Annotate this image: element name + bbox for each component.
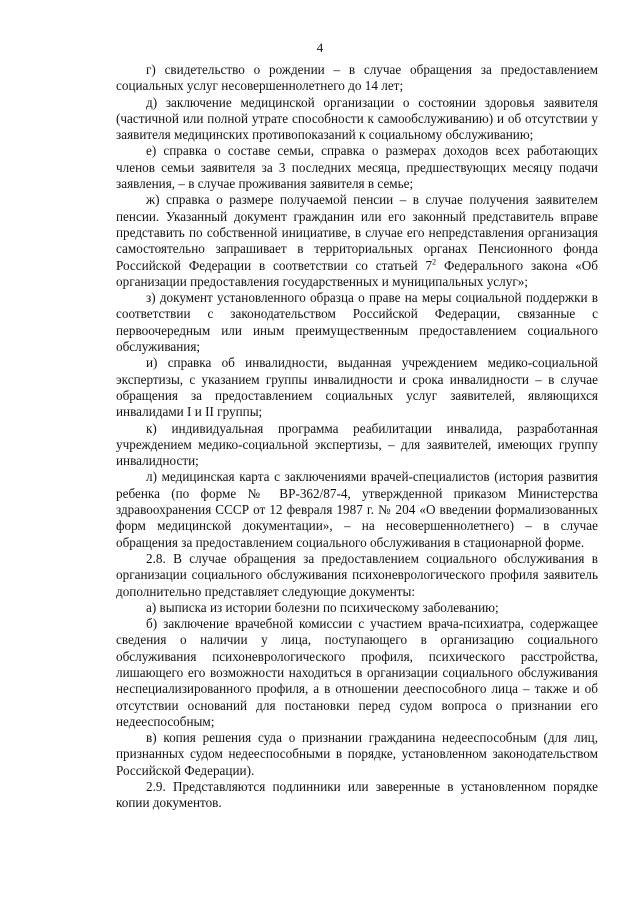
page-number: 4 <box>316 40 324 55</box>
paragraph-zh-text-end: Федерального закона «Об организации предоставления государственных и муниципальных услуг»; <box>116 257 598 289</box>
paragraph-k-rehabilitation-program: к) индивидуальная программа реабилитации инвалида, разработанная учреждением медико-социальной экспертизы, – для заявителей, имеющих группу инвалидности; <box>116 420 598 469</box>
paragraph-b-medical-commission: б) заключение врачебной комиссии с участием врача-психиатра, содержащее сведения о наличии у лица, поступающего в организацию социального обслуживания психоневрологического профиля, психического расстройства, лишающего его возможности находиться в организации социального обслуживания неспециализированного профиля, а в отношении дееспособного лица – также и об отсутствии оснований для постановки перед судом вопроса о признании его недееспособным; <box>116 616 598 729</box>
paragraph-z-social-support-right: з) документ установленного образца о праве на меры социальной поддержки в соответствии с законодательством Российской Федерации, связанные с первоочередным или иным преимущественным предоставлением социального обслуживания; <box>116 290 598 355</box>
paragraph-i-disability-certificate: и) справка об инвалидности, выданная учреждением медико-социальной экспертизы, с указанием группы инвалидности и срока инвалидности – в случае обращения за предоставлением социальных услуг заявителей, являющихся инвалидами I и II группы; <box>116 355 598 420</box>
paragraph-zh-text-start: ж) справка о размере получаемой пенсии – в случае получения заявителем пенсии. Указанный документ гражданин или его законный представитель вправе представить по собственной инициативе, в случае его непредставления организация самостоятельно запрашивает в территориальных органах Пенсионного фонда Российской Федерации в соответствии со статьей 7 <box>116 192 598 273</box>
paragraph-zh-pension-certificate <box>116 192 598 290</box>
article-superscript: 2 <box>432 257 437 267</box>
paragraph-2-9-originals: 2.9. Представляются подлинники или заверенные в установленном порядке копии документов. <box>116 779 598 811</box>
paragraph-2-8-psychoneurological: 2.8. В случае обращения за предоставлением социального обслуживания в организации социального обслуживания психоневрологического профиля заявитель дополнительно представляет следующие документы: <box>116 550 598 599</box>
paragraph-v-court-decision: в) копия решения суда о признании гражданина недееспособным (для лиц, признанных судом недееспособными в порядке, установленном законодательством Российской Федерации). <box>116 730 598 778</box>
paragraph-e-family-income: е) справка о составе семьи, справка о размерах доходов всех работающих членов семьи заявителя за 3 последних месяца, предшествующих месяцу подачи заявления, – в случае проживания заявителя в семье; <box>116 143 598 192</box>
document-body <box>116 62 598 812</box>
paragraph-d-medical-conclusion: д) заключение медицинской организации о состоянии здоровья заявителя (частичной или полной утрате способности к самообслуживанию) и об отсутствии у заявителя медицинских противопоказаний к социальному обслуживанию; <box>116 94 598 143</box>
paragraph-l-medical-card: л) медицинская карта с заключениями врачей-специалистов (история развития ребенка (по форме № ВР-362/87-4, утвержденной приказом Министерства здравоохранения СССР от 12 февраля 1987 г. № 204 «О введении формализованных форм медицинской документации», – на несовершеннолетнего) – в случае обращения за предоставлением социального обслуживания в стационарной форме. <box>116 469 598 550</box>
paragraph-g-birth-certificate: г) свидетельство о рождении – в случае обращения за предоставлением социальных услуг несовершеннолетнего до 14 лет; <box>116 62 598 94</box>
paragraph-a-medical-history-extract: а) выписка из истории болезни по психическому заболеванию; <box>146 599 499 615</box>
